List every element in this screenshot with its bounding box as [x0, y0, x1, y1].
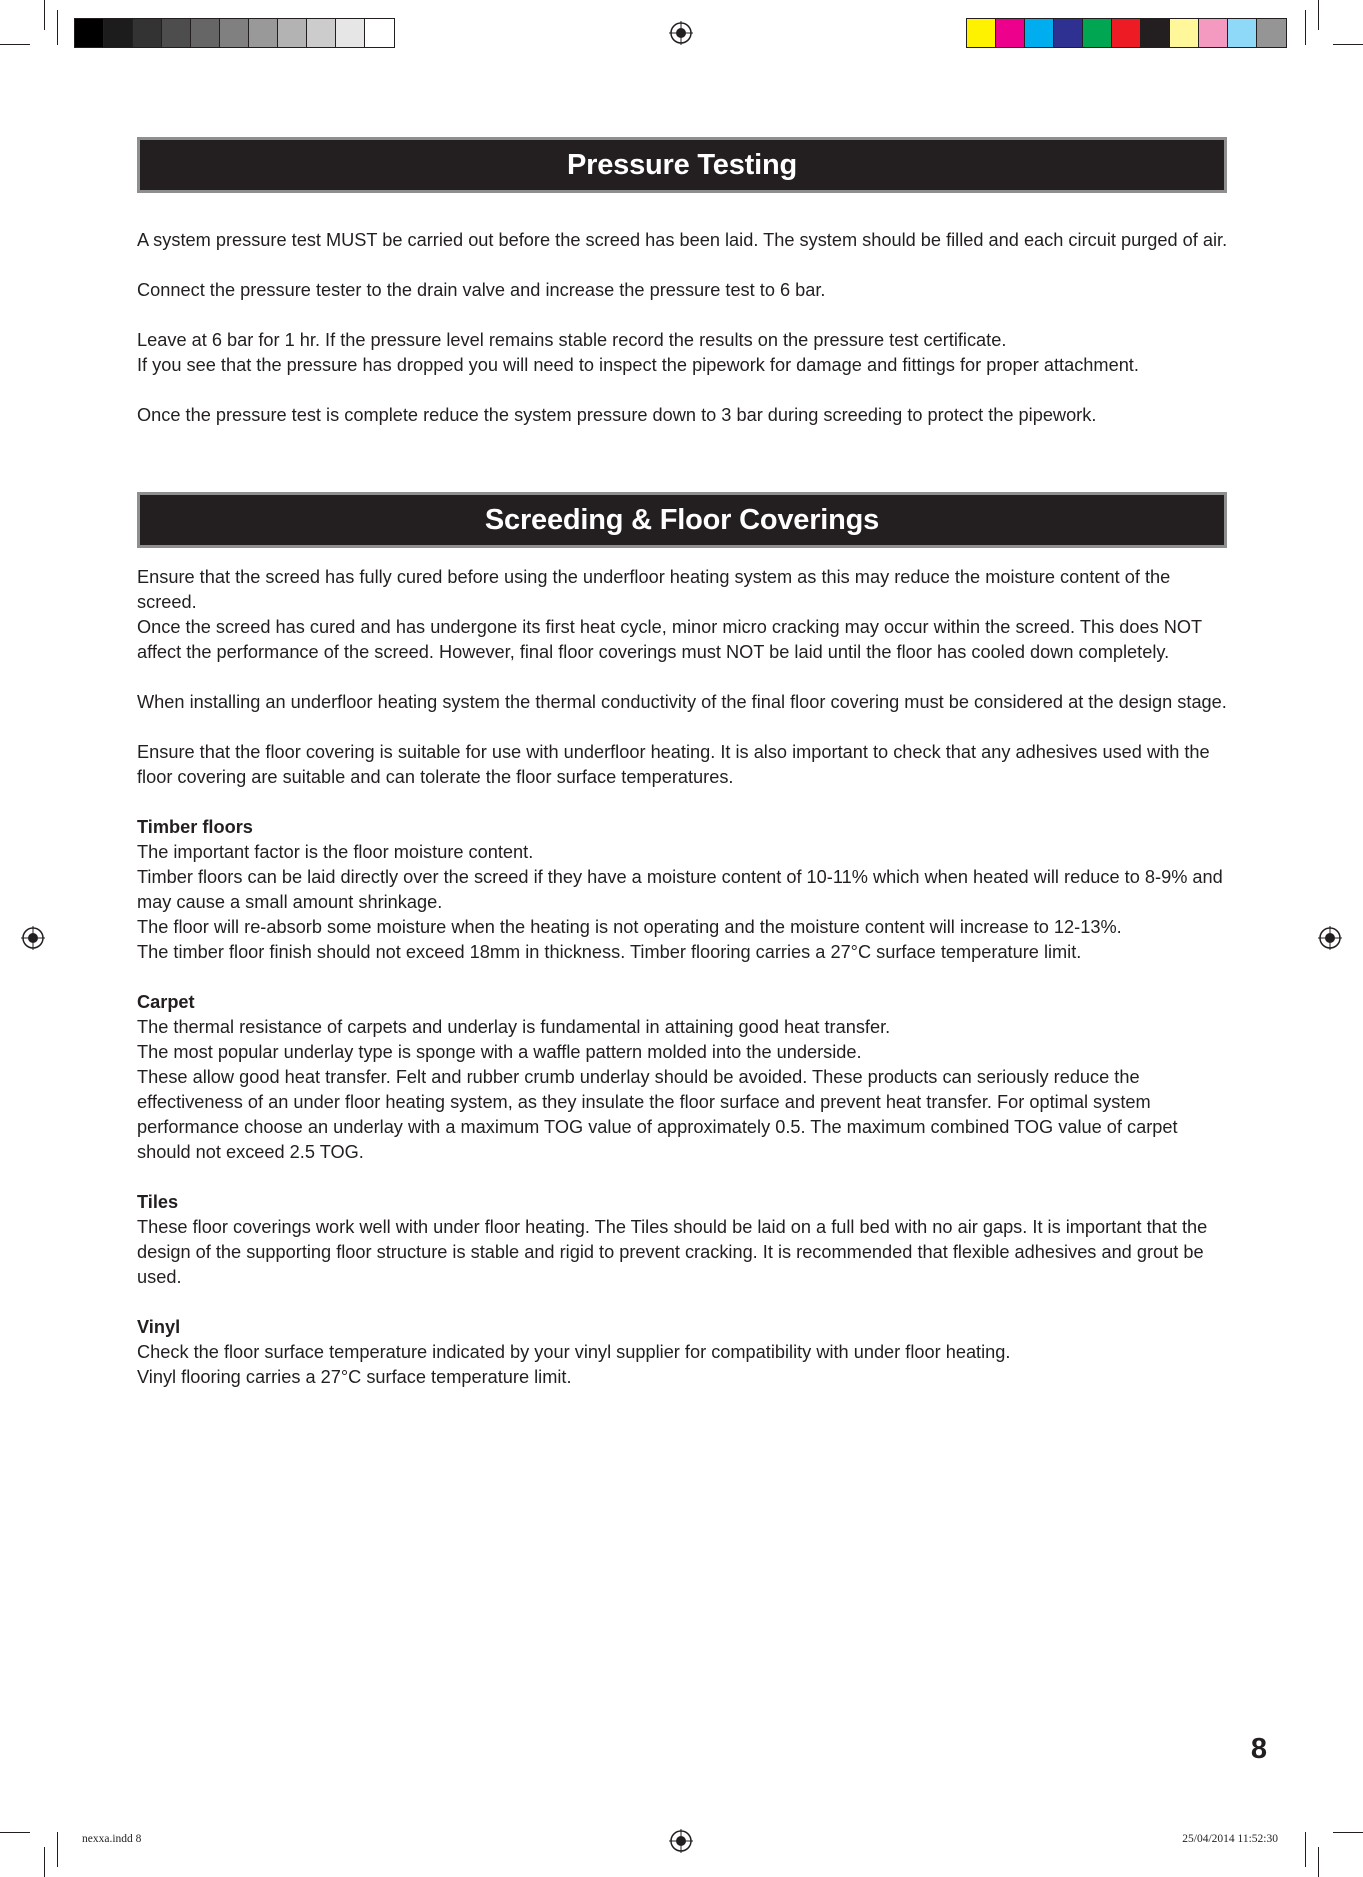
color-swatch — [996, 19, 1025, 47]
crop-mark — [57, 1832, 58, 1867]
crop-mark — [44, 0, 45, 30]
registration-mark-icon — [669, 1829, 693, 1853]
paragraph: The timber floor finish should not exceed 18mm in thickness. Timber flooring carries a 27°C surface temperature limit. — [137, 942, 1082, 962]
paragraph: The thermal resistance of carpets and underlay is fundamental in attaining good heat transfer. — [137, 1017, 891, 1037]
paragraph: Vinyl flooring carries a 27°C surface temperature limit. — [137, 1367, 572, 1387]
color-swatch — [307, 19, 336, 47]
color-swatch — [1112, 19, 1141, 47]
registration-mark-icon — [21, 926, 45, 950]
color-swatch — [1257, 19, 1286, 47]
process-color-bar — [966, 18, 1287, 48]
color-swatch — [249, 19, 278, 47]
paragraph: Once the screed has cured and has undergone its first heat cycle, minor micro cracking may occur within the screed. This does NOT affect the performance of the screed. However, final floor coverings must NOT be laid until the floor has cooled down completely. — [137, 617, 1202, 662]
paragraph: Ensure that the floor covering is suitable for use with underfloor heating. It is also important to check that any adhesives used with the floor covering are suitable and can tolerate the floor surface temperatures. — [137, 742, 1210, 787]
crop-mark — [44, 1847, 45, 1877]
screeding-body — [137, 565, 1232, 1390]
grayscale-color-bar — [74, 18, 395, 48]
paragraph: Leave at 6 bar for 1 hr. If the pressure level remains stable record the results on the pressure test certificate. — [137, 330, 1007, 350]
paragraph: A system pressure test MUST be carried out before the screed has been laid. The system should be filled and each circuit purged of air. — [137, 230, 1228, 250]
crop-mark — [1305, 1832, 1306, 1867]
crop-mark — [1305, 10, 1306, 45]
paragraph: When installing an underfloor heating system the thermal conductivity of the final floor covering must be considered at the design stage. — [137, 692, 1227, 712]
color-swatch — [1141, 19, 1170, 47]
crop-mark — [1318, 1847, 1319, 1877]
paragraph: The floor will re-absorb some moisture when the heating is not operating and the moisture content will increase to 12-13%. — [137, 917, 1122, 937]
color-swatch — [365, 19, 394, 47]
registration-mark-icon — [669, 21, 693, 45]
color-swatch — [278, 19, 307, 47]
color-swatch — [162, 19, 191, 47]
slug-timestamp: 25/04/2014 11:52:30 — [1182, 1833, 1278, 1845]
color-swatch — [1199, 19, 1228, 47]
paragraph: Connect the pressure tester to the drain valve and increase the pressure test to 6 bar. — [137, 280, 826, 300]
color-swatch — [104, 19, 133, 47]
paragraph: These floor coverings work well with under floor heating. The Tiles should be laid on a full bed with no air gaps. It is important that the design of the supporting floor structure is stable and rigid to prevent cracking. It is recommended that flexible adhesives and grout be used. — [137, 1217, 1208, 1287]
color-swatch — [1228, 19, 1257, 47]
section-title-screeding: Screeding & Floor Coverings — [137, 492, 1227, 548]
paragraph: Ensure that the screed has fully cured before using the underfloor heating system as this may reduce the moisture content of the screed. — [137, 567, 1171, 612]
registration-mark-icon — [1318, 926, 1342, 950]
color-swatch — [220, 19, 249, 47]
color-swatch — [1025, 19, 1054, 47]
pressure-testing-body — [137, 228, 1232, 428]
crop-mark — [57, 10, 58, 45]
paragraph: If you see that the pressure has dropped you will need to inspect the pipework for damage and fittings for proper attachment. — [137, 355, 1139, 375]
crop-mark — [1333, 1832, 1363, 1833]
color-swatch — [1170, 19, 1199, 47]
slug-filename: nexxa.indd 8 — [82, 1833, 142, 1845]
paragraph: Once the pressure test is complete reduce the system pressure down to 3 bar during screeding to protect the pipework. — [137, 405, 1097, 425]
color-swatch — [336, 19, 365, 47]
section-title-pressure-testing: Pressure Testing — [137, 137, 1227, 193]
color-swatch — [1083, 19, 1112, 47]
crop-mark — [1333, 44, 1363, 45]
page-number: 8 — [1250, 1733, 1267, 1765]
paragraph: Timber floors can be laid directly over the screed if they have a moisture content of 10-11% which when heated will reduce to 8-9% and may cause a small amount shrinkage. — [137, 867, 1223, 912]
paragraph: The important factor is the floor moisture content. — [137, 842, 534, 862]
crop-mark — [0, 1832, 30, 1833]
color-swatch — [75, 19, 104, 47]
paragraph: These allow good heat transfer. Felt and rubber crumb underlay should be avoided. These products can seriously reduce the effectiveness of an under floor heating system, as they insulate the floor surface and prevent heat transfer. For optimal system performance choose an underlay with a maximum TOG value of approximately 0.5. The maximum combined TOG value of carpet should not exceed 2.5 TOG. — [137, 1067, 1178, 1162]
subheading-carpet: Carpet — [137, 992, 195, 1012]
subheading-tiles: Tiles — [137, 1192, 179, 1212]
color-swatch — [967, 19, 996, 47]
color-swatch — [191, 19, 220, 47]
paragraph: The most popular underlay type is sponge with a waffle pattern molded into the underside. — [137, 1042, 862, 1062]
color-swatch — [1054, 19, 1083, 47]
crop-mark — [0, 44, 30, 45]
color-swatch — [133, 19, 162, 47]
paragraph: Check the floor surface temperature indicated by your vinyl supplier for compatibility with under floor heating. — [137, 1342, 1011, 1362]
subheading-vinyl: Vinyl — [137, 1317, 181, 1337]
crop-mark — [1318, 0, 1319, 30]
subheading-timber: Timber floors — [137, 817, 253, 837]
